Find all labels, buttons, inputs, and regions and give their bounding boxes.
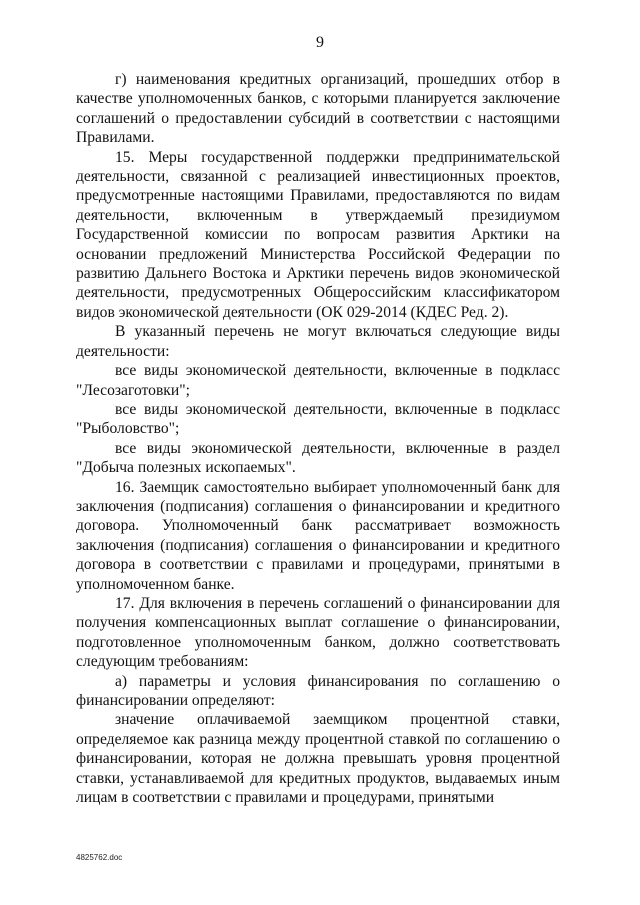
paragraph-exclusions-intro: В указанный перечень не могут включаться следующие виды деятельности: <box>76 323 560 360</box>
paragraph-exclusion-fishing: все виды экономической деятельности, включенные в подкласс "Рыболовство"; <box>76 400 560 438</box>
paragraph-14g: г) наименования кредитных организаций, прошедших отбор в качестве уполномоченных банков, с которыми планируется заключение соглашений о предоставлении субсидий в соответствии с настоящими Правилами. <box>76 71 560 147</box>
paragraph-17: 17. Для включения в перечень соглашений о финансировании для получения компенсационных выплат соглашение о финансировании, подготовленное уполномоченным банком, должно соответствовать следующим требованиям: <box>76 594 560 671</box>
paragraph-exclusion-mining: все виды экономической деятельности, включенные в раздел "Добыча полезных ископаемых". <box>76 439 560 477</box>
paragraph-16: 16. Заемщик самостоятельно выбирает уполномоченный банк для заключения (подписания) соглашения о финансировании и кредитного договора. Уполномоченный банк рассматривает возможность заключения (подписания) соглашения о финансировании и кредитного договора в соответствии с правилами и процедурами, принятыми в уполномоченном банке. <box>76 478 560 593</box>
document-body <box>76 70 560 807</box>
footer-filename: 4825762.doc <box>76 853 123 862</box>
paragraph-17a: а) параметры и условия финансирования по соглашению о финансировании определяют: <box>76 672 560 709</box>
paragraph-15: 15. Меры государственной поддержки предпринимательской деятельности, связанной с реализацией инвестиционных проектов, предусмотренные настоящими Правилами, предоставляются по видам деятельности, включенным в утверждаемый президиумом Государственной комиссии по вопросам развития Арктики на основании предложений Министерства Российской Федерации по развитию Дальнего Востока и Арктики перечень видов экономической деятельности, предусмотренных Общероссийским классификатором видов экономической деятельности (ОК 029-2014 (КДЕС Ред. 2). <box>76 148 560 321</box>
paragraph-exclusion-logging: все виды экономической деятельности, включенные в подкласс "Лесозаготовки"; <box>76 362 560 399</box>
page-number: 9 <box>316 34 324 51</box>
paragraph-interest-rate: значение оплачиваемой заемщиком процентной ставки, определяемое как разница между процентной ставкой по соглашению о финансировании, которая не должна превышать уровня процентной ставки, устанавливаемой для кредитных продуктов, выдаваемых иным лицам в соответствии с правилами и процедурами, принятыми <box>76 711 560 807</box>
